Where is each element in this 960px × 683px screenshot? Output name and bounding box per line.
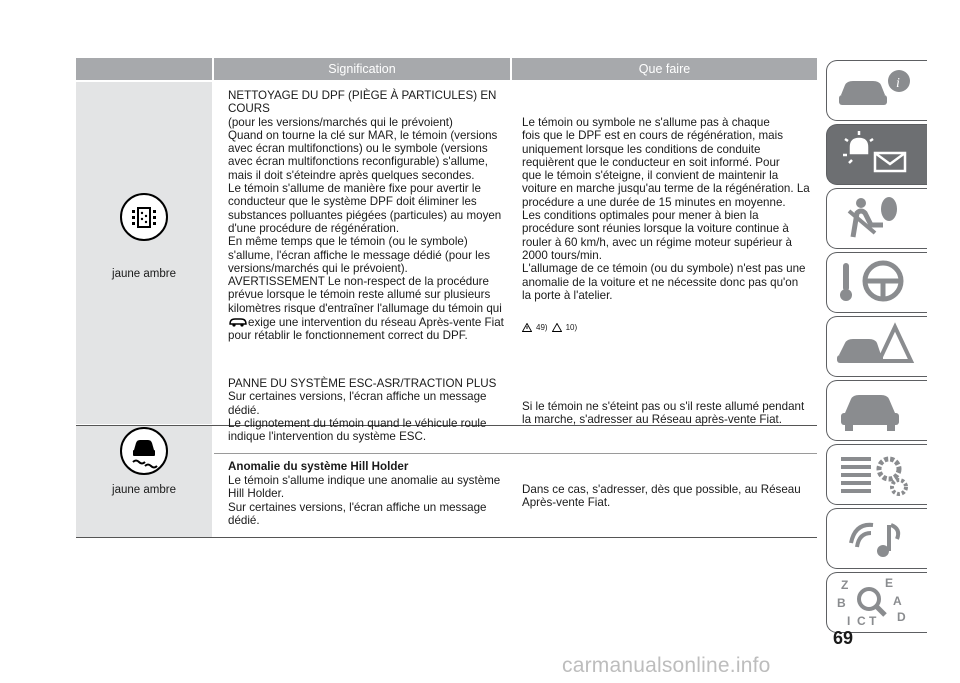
table-bottom-border xyxy=(76,537,817,538)
row-divider-thin xyxy=(214,453,817,454)
ref-49: 49) xyxy=(536,323,548,332)
warning-triangle-icon xyxy=(522,323,532,332)
settings-list-icon xyxy=(835,449,915,499)
tab-safety[interactable] xyxy=(826,188,927,249)
dpf-warning-icon xyxy=(119,192,169,242)
dpf-meaning-text: NETTOYAGE DU DPF (PIÈGE À PARTICULES) EN COURS (pour les versions/marchés qui le prévoient) Quand on tourne la clé sur MAR, le témoin (versions avec écran multifonctions) ou le symbole (versions avec écran multifonctions reconfigurable) s'allume, mais il doit s'éteindre après quelques secondes. Le témoin s'allume de manière fixe pour avertir le conducteur que le système DPF doit éliminer les substances polluantes piégées (particules) au moyen d'une procédure de régénération. En même temps que le témoin (ou le symbole) s'allume, l'écran affiche le message dédié (pour les versions/marchés qui le prévoient). AVERTISSEMENT Le non-respect de la procédure prévue lorsque le témoin reste allumé sur plusieurs kilomètres risque d'entraîner l'allumage du témoin qui xyxy=(228,89,502,315)
svg-text:Z: Z xyxy=(841,578,849,592)
header-cell-empty xyxy=(76,58,212,80)
ref-10: 10) xyxy=(565,323,578,332)
steering-wheel-icon xyxy=(835,257,915,307)
svg-text:E: E xyxy=(885,577,894,590)
tab-car-info[interactable] xyxy=(826,60,927,121)
hill-holder-action: Dans ce cas, s'adresser, dès que possible, au Réseau Après-vente Fiat. xyxy=(522,483,801,510)
color-label: jaune ambre xyxy=(112,268,176,280)
hill-holder-meaning: Le témoin s'allume indique une anomalie au système Hill Holder. Sur certaines versions, l'écran affiche un message dédié. xyxy=(228,474,501,527)
dpf-action-text: Le témoin ou symbole ne s'allume pas à chaque fois que le DPF est en cours de régénération, mais uniquement lorsque les conditions de conduite requièrent que le conducteur en soit informé. Pour que le témoin s'éteigne, il convient de maintenir la voiture en marche jusqu'au terme de la régénération. La procédure a une durée de 15 minutes en moyenne. Les conditions optimales pour mener à bien la procédure sont réunies lorsque la voiture continue à rouler à 60 km/h, avec un régime moteur supérieur à 2000 tours/min. L'allumage de ce témoin (ou du symbole) n'est pas une anomalie de la voiture et ne nécessite donc pas qu'on la porte à l'atelier. xyxy=(522,116,810,302)
svg-text:i: i xyxy=(896,76,900,91)
esc-meaning-text: PANNE DU SYSTÈME ESC-ASR/TRACTION PLUS Sur certaines versions, l'écran affiche un message dédié. Le clignotement du témoin quand le véhicule roule indique l'intervention du système ESC. xyxy=(228,377,497,444)
esc-skid-icon xyxy=(119,426,169,476)
svg-text:D: D xyxy=(897,610,906,624)
hill-holder-title: Anomalie du système Hill Holder xyxy=(228,460,409,473)
hand-pointer-icon xyxy=(552,323,562,332)
tab-warning-lights[interactable] xyxy=(826,124,927,185)
indicator-cell-dpf xyxy=(76,82,212,424)
header-signification: Signification xyxy=(214,58,510,80)
warning-lights-icon xyxy=(835,129,915,179)
references xyxy=(522,323,577,332)
tab-multimedia[interactable] xyxy=(826,508,927,569)
tab-index[interactable] xyxy=(826,572,927,633)
header-que-faire: Que faire xyxy=(512,58,817,80)
car-service-icon xyxy=(835,385,915,435)
road-warning-icon xyxy=(835,321,915,371)
svg-text:C: C xyxy=(857,614,866,627)
svg-text:B: B xyxy=(837,596,846,610)
index-search-icon xyxy=(835,577,915,627)
color-label: jaune ambre xyxy=(112,484,176,496)
svg-text:A: A xyxy=(893,594,902,608)
watermark: carmanualsonline.info xyxy=(562,654,771,677)
indicator-cell-esc xyxy=(76,426,212,537)
airbag-icon xyxy=(835,193,915,243)
svg-text:I: I xyxy=(847,614,851,627)
esc-action-text: Si le témoin ne s'éteint pas ou s'il reste allumé pendant la marche, s'adresser au Réseau après-vente Fiat. xyxy=(522,400,805,427)
tab-starting-driving[interactable] xyxy=(826,252,927,313)
dpf-meaning-end: exige une intervention du réseau Après-vente Fiat pour rétablir le fonctionnement correct du DPF. xyxy=(228,316,504,343)
car-info-icon xyxy=(835,65,915,115)
music-icon xyxy=(835,513,915,563)
tab-maintenance[interactable] xyxy=(826,380,927,441)
page-number: 69 xyxy=(833,628,854,648)
tab-emergency[interactable] xyxy=(826,316,927,377)
svg-text:T: T xyxy=(869,614,877,627)
tab-technical-data[interactable] xyxy=(826,444,927,505)
